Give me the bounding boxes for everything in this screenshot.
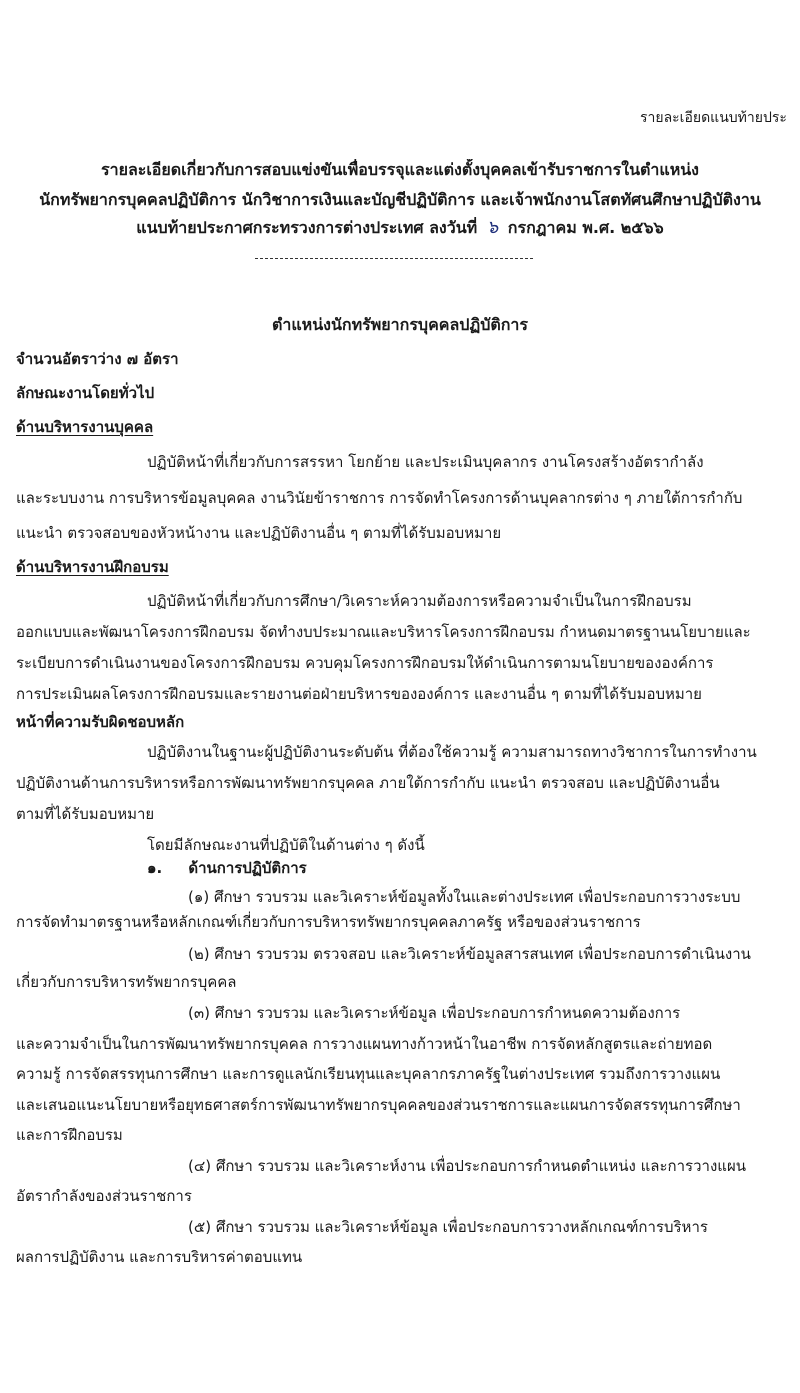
operations-item-4-line-2: อัตรากำลังของส่วนราชการ <box>16 1187 192 1205</box>
title-line-3-prefix: แนบท้ายประกาศกระทรวงการต่างประเทศ ลงวันที่ <box>136 218 478 237</box>
title-line-3-suffix: กรกฎาคม พ.ศ. ๒๕๖๖ <box>507 218 664 237</box>
operations-item-3-line-2: และความจำเป็นในการพัฒนาทรัพยากรบุคคล การวางแผนทางก้าวหน้าในอาชีพ การจัดหลักสูตรและถ่ายทอด <box>16 1035 713 1053</box>
position-title: ตำแหน่งนักทรัพยากรบุคคลปฏิบัติการ <box>271 315 528 334</box>
operations-item-5-line-2: ผลการปฏิบัติงาน และการบริหารค่าตอบแทน <box>16 1248 303 1266</box>
title-line-3 <box>40 217 760 245</box>
training-admin-line-4: การประเมินผลโครงการฝึกอบรมและรายงานต่อฝ่ายบริหารขององค์การ และงานอื่น ๆ ตามที่ได้รับมอบหมาย <box>16 685 702 703</box>
operations-item-1-line-2: การจัดทำมาตรฐานหรือหลักเกณฑ์เกี่ยวกับการบริหารทรัพยากรบุคคลภาครัฐ หรือของส่วนราชการ <box>16 913 641 931</box>
operations-item-3-line-4: และเสนอแนะนโยบายหรือยุทธศาสตร์การพัฒนาทรัพยากรบุคคลของส่วนราชการและแผนการจัดสรรทุนการศึกษา <box>16 1096 741 1114</box>
operations-item-1-line-1: (๑) ศึกษา รวบรวม และวิเคราะห์ข้อมูลทั้งในและต่างประเทศ เพื่อประกอบการวางระบบ <box>188 888 741 906</box>
operations-item-3-line-1: (๓) ศึกษา รวบรวม และวิเคราะห์ข้อมูล เพื่อประกอบการกำหนดความต้องการ <box>188 1004 681 1022</box>
personnel-admin-line-3: แนะนำ ตรวจสอบของหัวหน้างาน และปฏิบัติงานอื่น ๆ ตามที่ได้รับมอบหมาย <box>16 524 502 542</box>
personnel-admin-heading: ด้านบริหารงานบุคคล <box>16 418 154 436</box>
general-duties-heading: ลักษณะงานโดยทั่วไป <box>16 384 155 402</box>
main-duties-heading: หน้าที่ความรับผิดชอบหลัก <box>16 713 185 731</box>
personnel-admin-line-2: และระบบงาน การบริหารข้อมูลบุคคล งานวินัยข้าราชการ การจัดทำโครงการด้านบุคลากรต่าง ๆ ภายใต้การกำกับ <box>16 489 743 507</box>
operations-item-3-line-3: ความรู้ การจัดสรรทุนการศึกษา และการดูแลนักเรียนทุนและบุคลากรภาครัฐในต่างประเทศ รวมถึงการวางแผน <box>16 1065 721 1083</box>
training-admin-line-3: ระเบียบการดำเนินงานของโครงการฝึกอบรม ควบคุมโครงการฝึกอบรมให้ดำเนินการตามนโยบายขององค์การ <box>16 654 714 672</box>
training-admin-line-1: ปฏิบัติหน้าที่เกี่ยวกับการศึกษา/วิเคราะห์ความต้องการหรือความจำเป็นในการฝึกอบรม <box>147 592 692 610</box>
handwritten-day: ๖ <box>486 217 499 238</box>
title-divider <box>255 258 533 259</box>
personnel-admin-line-1: ปฏิบัติหน้าที่เกี่ยวกับการสรรหา โยกย้าย และประเมินบุคลากร งานโครงสร้างอัตรากำลัง <box>147 453 704 471</box>
operations-item-3-line-5: และการฝึกอบรม <box>16 1126 123 1144</box>
training-admin-line-2: ออกแบบและพัฒนาโครงการฝึกอบรม จัดทำงบประมาณและบริหารโครงการฝึกอบรม กำหนดมาตรฐานนโยบายและ <box>16 623 751 641</box>
operations-item-5-line-1: (๕) ศึกษา รวบรวม และวิเคราะห์ข้อมูล เพื่อประกอบการวางหลักเกณฑ์การบริหาร <box>188 1218 708 1236</box>
main-duties-line-1: ปฏิบัติงานในฐานะผู้ปฏิบัติงานระดับต้น ที่ต้องใช้ความรู้ ความสามารถทางวิชาการในการทำงาน <box>147 743 757 761</box>
operations-item-4-line-1: (๔) ศึกษา รวบรวม และวิเคราะห์งาน เพื่อประกอบการกำหนดตำแหน่ง และการวางแผน <box>188 1157 746 1175</box>
title-line-2: นักทรัพยากรบุคคลปฏิบัติการ นักวิชาการเงินและบัญชีปฏิบัติการ และเจ้าพนักงานโสตทัศนศึกษาปฏิบัติงาน <box>39 190 761 209</box>
main-duties-line-4: โดยมีลักษณะงานที่ปฏิบัติในด้านต่าง ๆ ดังนี้ <box>147 836 425 854</box>
main-duties-line-3: ตามที่ได้รับมอบหมาย <box>16 805 155 823</box>
title-line-1: รายละเอียดเกี่ยวกับการสอบแข่งขันเพื่อบรรจุและแต่งตั้งบุคคลเข้ารับราชการในตำแหน่ง <box>100 160 699 179</box>
training-admin-heading: ด้านบริหารงานฝึกอบรม <box>16 558 169 576</box>
attachment-note: รายละเอียดแนบท้ายประ <box>640 110 787 126</box>
operations-item-2-line-2: เกี่ยวกับการบริหารทรัพยากรบุคคล <box>16 973 237 991</box>
vacancy-count: จำนวนอัตราว่าง ๗ อัตรา <box>16 350 179 368</box>
operations-heading: ๑. ด้านการปฏิบัติการ <box>147 859 307 877</box>
operations-item-2-line-1: (๒) ศึกษา รวบรวม ตรวจสอบ และวิเคราะห์ข้อมูลสารสนเทศ เพื่อประกอบการดำเนินงาน <box>188 945 751 963</box>
main-duties-line-2: ปฏิบัติงานด้านการบริหารหรือการพัฒนาทรัพยากรบุคคล ภายใต้การกำกับ แนะนำ ตรวจสอบ และปฏิบัติงานอื่น <box>16 774 720 792</box>
